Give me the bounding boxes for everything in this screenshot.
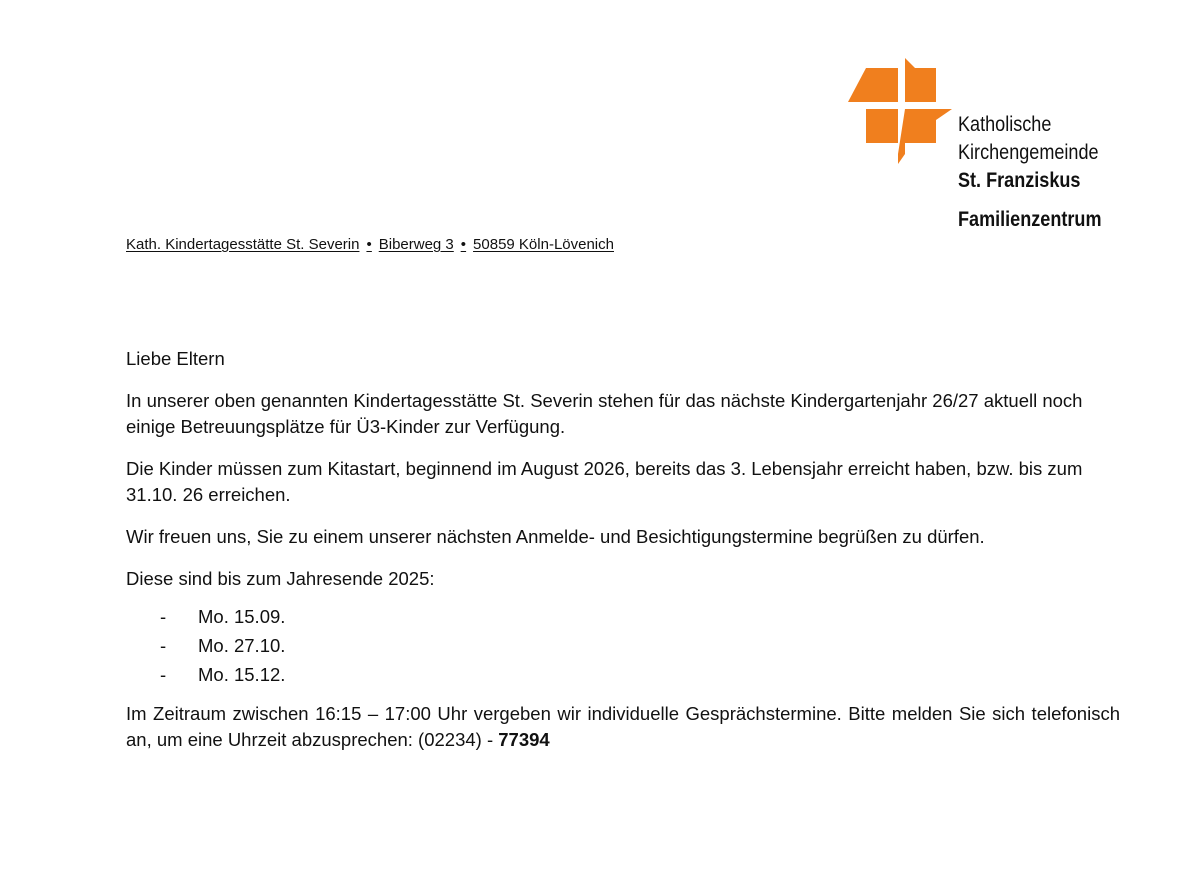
organization-name [958,111,1158,195]
franziskus-cross-logo-icon [848,58,958,164]
list-item [126,660,1120,689]
paragraph-age-requirement: Die Kinder müssen zum Kitastart, beginnend im August 2026, bereits das 3. Lebensjahr erreicht haben, bzw. bis zum 31.10. 26 erreichen. [126,458,1083,505]
list-item [126,602,1120,631]
org-line-3: St. Franziskus [958,169,1081,192]
paragraph-invitation: Wir freuen uns, Sie zu einem unserer nächsten Anmelde- und Besichtigungstermine begrüßen zu dürfen. [126,526,985,547]
org-line-2: Kirchengemeinde [958,141,1099,164]
org-subtitle: Familienzentrum [958,208,1102,231]
dates-list [126,602,1120,689]
list-dash: - [160,606,167,627]
appointments-text: Im Zeitraum zwischen 16:15 – 17:00 Uhr vergeben wir individuelle Gesprächstermine. Bitte melden Sie sich telefonisch an, um eine Uhrzeit abzusprechen: (02234) - [126,703,1120,750]
date-entry: Mo. 27.10. [198,635,286,656]
separator-dot: • [460,236,467,253]
separator-dot: • [366,236,372,253]
paragraph-appointments [126,701,1120,753]
list-dash: - [160,635,167,656]
date-entry: Mo. 15.12. [198,664,286,685]
paragraph-dates-intro: Diese sind bis zum Jahresende 2025: [126,568,435,589]
sender-street: Biberweg 3 [378,236,454,253]
sender-city: 50859 Köln-Lövenich [473,236,614,253]
paragraph-availability: In unserer oben genannten Kindertagesstätte St. Severin stehen für das nächste Kindergartenjahr 26/27 aktuell noch einige Betreuungsplätze für Ü3-Kinder zur Verfügung. [126,390,1083,437]
letter-body [126,346,1120,769]
phone-extension: 77394 [498,729,550,750]
date-entry: Mo. 15.09. [198,606,286,627]
list-dash: - [160,664,167,685]
sender-name: Kath. Kindertagesstätte St. Severin [126,236,360,253]
greeting: Liebe Eltern [126,348,225,369]
sender-address-line [126,236,614,253]
org-line-1: Katholische [958,113,1052,136]
list-item [126,631,1120,660]
